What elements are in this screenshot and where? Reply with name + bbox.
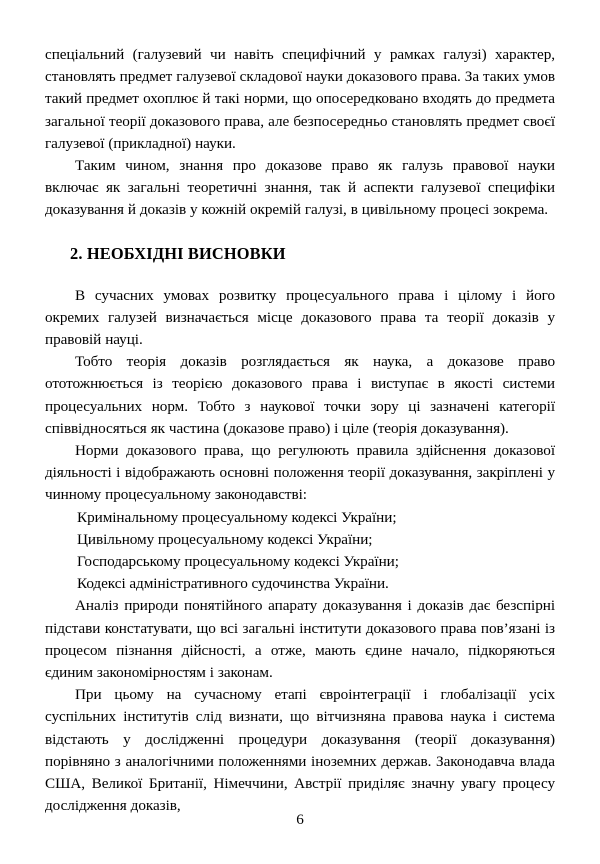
heading-spacer-below: [45, 265, 555, 285]
list-item: Кримінальному процесуальному кодексі України;: [77, 508, 397, 526]
body-paragraph: Норми доказового права, що регулюють правила здійснення доказової діяльності і відображають основні положення теорії доказування, закріплені у чинному процесуальному законодавстві:: [45, 442, 555, 504]
codes-list: [45, 507, 555, 596]
body-paragraph: спеціальний (галузевий чи навіть специфічний у рамках галузі) характер, становлять предмет галузевої складової науки доказового права. За таких умов такий предмет охоплює й такі норми, що опосередковано входять до предмета загальної теорії доказового права, але безпосередньо становлять предмет своєї галузевої (прикладної) науки.: [45, 46, 555, 152]
body-paragraph: Тобто теорія доказів розглядається як наука, а доказове право ототожнюється із теорією доказового права і виступає в якості системи процесуальних норм. Тобто з наукової точки зору ці зазначені категорії співвідносяться як частина (доказове право) і ціле (теорія доказування).: [45, 353, 555, 437]
body-paragraph: В сучасних умовах розвитку процесуального права і цілому і його окремих галузей визначається місце доказового права та теорії доказів у правовій науці.: [45, 286, 555, 349]
section-heading: 2. НЕОБХІДНІ ВИСНОВКИ: [70, 243, 286, 263]
body-paragraph: Таким чином, знання про доказове право як галузь правової науки включає як загальні теоретичні знання, так й аспекти галузевої специфіки доказування й доказів у кожній окремій галузі, в цивільному процесі зокрема.: [45, 157, 555, 219]
body-paragraph: При цьому на сучасному етапі євроінтеграції і глобалізації усіх суспільних інститутів слід визнати, що вітчизняна правова наука і система відстають у дослідженні процедури доказування (теорії доказування) порівняно з аналогічними положеннями іноземних держав. Законодавча влада США, Великої Британії, Німеччини, Австрії приділяє значну увагу процесу дослідження доказів,: [45, 686, 555, 815]
list-item: Кодексі адміністративного судочинства України.: [77, 575, 389, 593]
page-number: 6: [296, 811, 304, 828]
page-text-column: [45, 44, 555, 818]
body-paragraph: Аналіз природи понятійного апарату доказування і доказів дає безспірні підстави констатувати, що всі загальні інститути доказового права пов’язані із процесом пізнання дійсності, а отже, мають єдине начало, підкоряються єдиним закономірностям і законам.: [45, 597, 555, 682]
heading-spacer-above: [45, 222, 555, 243]
list-item: Господарському процесуальному кодексі України;: [77, 553, 399, 571]
list-item: Цивільному процесуальному кодексі України;: [77, 530, 373, 548]
